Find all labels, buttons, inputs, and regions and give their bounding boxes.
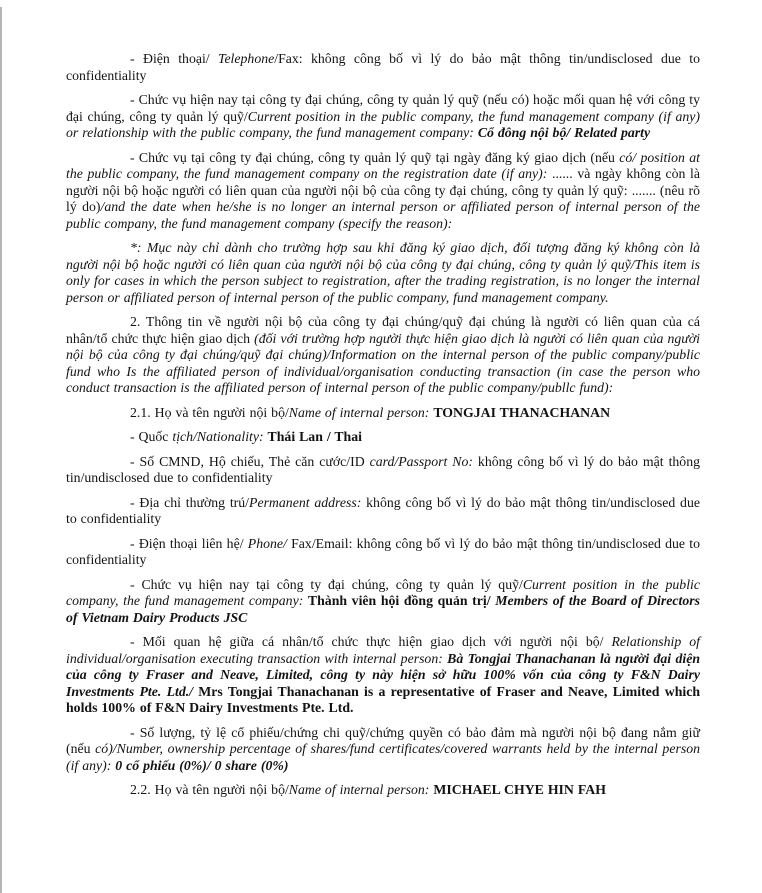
paragraph-13 <box>66 725 700 775</box>
text-run: - Chức vụ tại công ty đại chúng, công ty quản lý quỹ tại ngày đăng ký giao dịch (nếu <box>130 149 620 165</box>
paragraph-12 <box>66 634 700 717</box>
text-run: /Fax: không công bố vì lý do bảo mật thông tin/undisclosed due to confidentiality <box>66 51 700 83</box>
text-run: Bà Tongjai Thanachanan là người đại diện của công ty Fraser and Neave, Limited, công ty này hiện sở hữu 100% vốn của công ty F&N Dairy Investments Pte. Ltd./ <box>66 650 700 699</box>
page-left-edge-line <box>0 7 2 893</box>
text-run: ...... và ngày không còn là người nội bộ hoặc người có liên quan của người nội bộ của công ty đại chúng, công ty quản lý quỹ: ....... (nêu rõ lý do) <box>66 166 700 214</box>
text-run: Name of internal person: <box>288 782 434 797</box>
text-run: không công bố vì lý do bảo mật thông tin/undisclosed due to confidentiality <box>66 494 700 526</box>
text-run: Cổ đông nội bộ/ Related party <box>477 125 651 140</box>
paragraph-3 <box>66 150 700 233</box>
text-run: Phone/ <box>247 535 287 551</box>
document-body <box>66 51 700 799</box>
text-run: - Điện thoại/ <box>130 51 219 66</box>
paragraph-11 <box>66 577 700 627</box>
paragraph-5 <box>66 314 700 397</box>
text-run: - Quốc <box>130 429 173 444</box>
text-run: - Điện thoại liên hệ/ <box>130 535 248 551</box>
text-run: Thái Lan / Thai <box>267 429 362 444</box>
text-run: Mrs Tongjai Thanachanan is a representative of Fraser and Neave, Limited which holds 100% of F&N Dairy Investments Pte. Ltd. <box>66 683 700 715</box>
text-run: không công bố vì lý do bảo mật thông tin/undisclosed due to confidentiality <box>66 453 700 485</box>
text-run: - Mối quan hệ giữa cá nhân/tổ chức thực hiện giao dịch với người nội bộ/ <box>130 634 612 649</box>
text-run: Fax/Email: không công bố vì lý do bảo mật thông tin/undisclosed due to confidentiality <box>66 535 700 567</box>
text-run: Telephone <box>218 51 275 66</box>
text-run: card/Passport No: <box>369 453 478 469</box>
paragraph-10 <box>66 536 700 569</box>
paragraph-1 <box>66 51 700 84</box>
text-run: - Chức vụ hiện nay tại công ty đại chúng, công ty quản lý quỹ/ <box>130 576 523 592</box>
paragraph-7 <box>66 429 700 446</box>
text-run: /and the date when he/she is no longer an internal person or affiliated person of internal person of the public company, the fund management company (specify the reason): <box>66 199 700 231</box>
text-run: - Số CMND, Hộ chiếu, Thẻ căn cước/ID <box>130 453 370 469</box>
text-run: Permanent address: <box>249 494 367 510</box>
paragraph-9 <box>66 495 700 528</box>
paragraph-6 <box>66 405 700 422</box>
paragraph-2 <box>66 92 700 142</box>
text-run: Members of the Board of Directors of Vietnam Dairy Products JSC <box>66 593 700 625</box>
text-run: - Số lượng, tỷ lệ cổ phiếu/chứng chi quỹ/chứng quyền có bảo đảm mà người nội bộ đang nắm giữ (nếu <box>66 724 700 756</box>
text-run: 2. Thông tin về người nội bộ của công ty đại chúng/quỹ đại chúng là người có liên quan của cá nhân/tổ chức thực hiện giao dịch <box>66 314 700 346</box>
text-run: có)/Number, ownership percentage of shares/fund certificates/covered warrants held by the internal person (if any): <box>66 741 700 773</box>
text-run: (đối với trường hợp người thực hiện giao dịch là người có liên quan của người nội bộ của công ty đại chúng/quỹ đại chúng)/Information on the internal person of the public company/public fund who Is the affiliated person of individual/organisation conducting transaction (in case the person who conduct transaction is the affiliated person of internal person of the public company/publlc fund): <box>66 330 700 395</box>
text-run: 2.1. Họ và tên người nội bộ/ <box>130 404 289 420</box>
text-run: TONGJAI THANACHANAN <box>433 404 611 420</box>
text-run: có/ position at the public company, the fund management company on the registration date (if any): <box>66 149 700 181</box>
text-run: *: Mục này chỉ dành cho trường hợp sau khi đăng ký giao dịch, đối tượng đăng ký không còn là người nội bộ hoặc người có liên quan của người nội bộ của công ty đại chúng, công ty quản lý quỹ/This item is only for cases in which the person subject to registration, after the trading registration, is no longer the internal person or affiliated person of internal person of the public company, fund management company. <box>66 240 700 305</box>
text-run: - Địa chỉ thường trú/ <box>130 494 250 510</box>
paragraph-4 <box>66 240 700 306</box>
text-run: Name of internal person: <box>288 404 434 420</box>
text-run: 2.2. Họ và tên người nội bộ/ <box>130 782 289 797</box>
text-run: Current position in the public company, the fund management company: <box>66 576 700 608</box>
document-page <box>66 51 700 807</box>
text-run: Current position in the public company, the fund management company (if any) or relationship with the public company, the fund management company: <box>66 108 700 140</box>
text-run: MICHAEL CHYE HIN FAH <box>433 782 606 797</box>
text-run: Thành viên hội đồng quản trị/ <box>307 593 491 608</box>
paragraph-14 <box>66 782 700 799</box>
text-run: 0 cổ phiếu (0%)/ 0 share (0%) <box>115 757 289 773</box>
text-run: Relationship of individual/organisation executing transaction with internal person: <box>66 634 700 666</box>
paragraph-8 <box>66 454 700 487</box>
text-run: - Chức vụ hiện nay tại công ty đại chúng, công ty quản lý quỹ (nếu có) hoặc mối quan hệ với công ty đại chúng, công ty quản lý quỹ/ <box>66 92 700 124</box>
text-run: tịch/Nationality: <box>172 429 268 444</box>
